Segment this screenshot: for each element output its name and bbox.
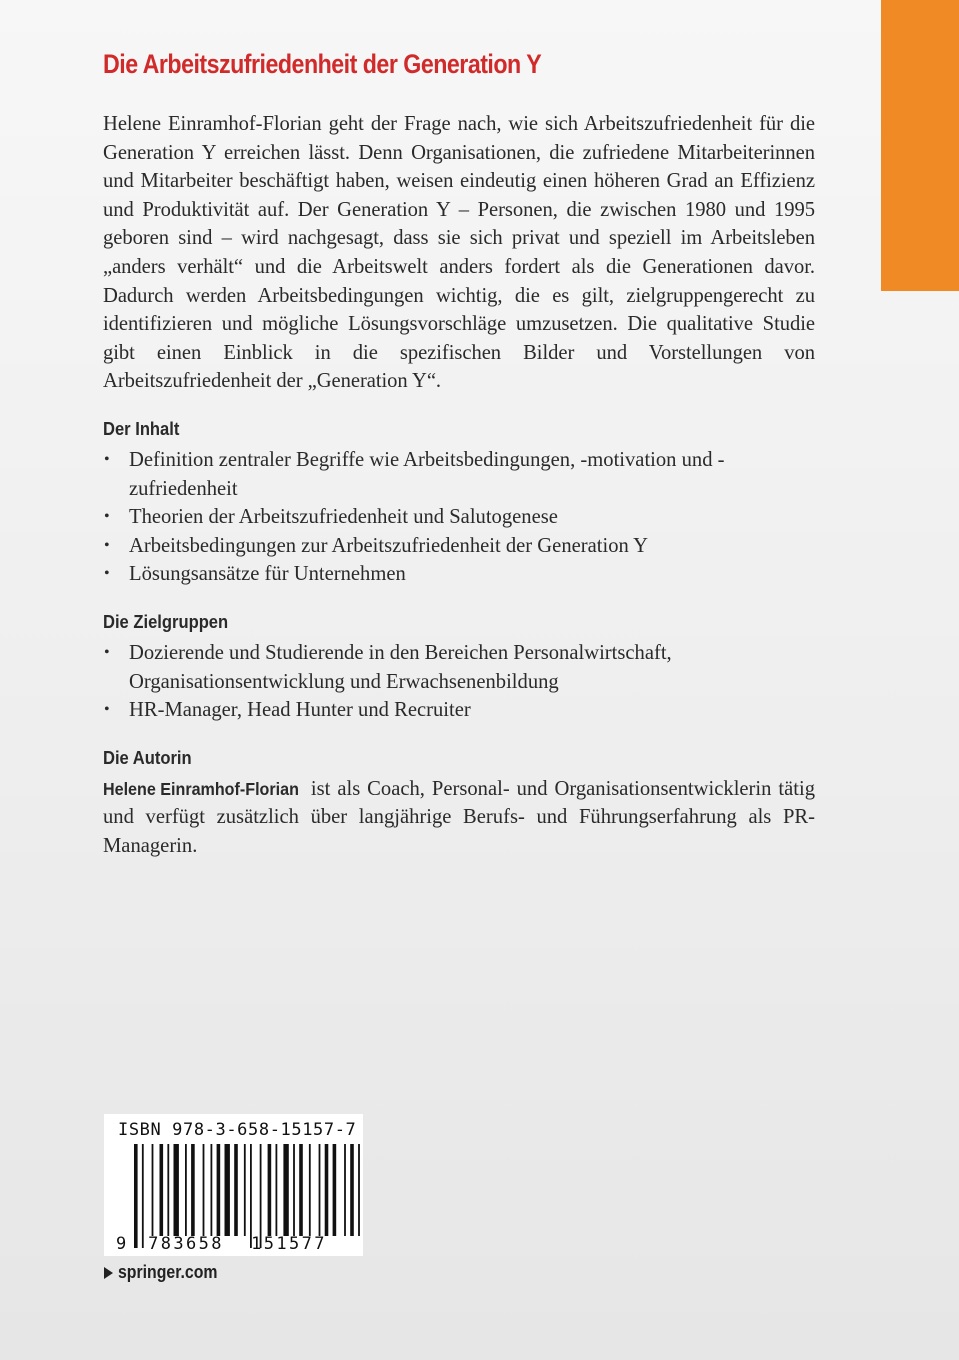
barcode-digits: 783658 (148, 1234, 224, 1254)
barcode-bar (185, 1144, 187, 1236)
barcode-bar (217, 1144, 221, 1236)
barcode-bar (250, 1144, 252, 1248)
list-item: • HR-Manager, Head Hunter und Recruiter (103, 696, 815, 725)
barcode-bar (142, 1144, 144, 1248)
barcode-bar (358, 1144, 360, 1236)
isbn-label: ISBN 978-3-658-15157-7 (118, 1120, 357, 1140)
barcode-bar (211, 1144, 213, 1236)
springer-link[interactable] (104, 1262, 231, 1283)
barcode-bar (174, 1144, 179, 1236)
barcode-bar (319, 1144, 321, 1236)
book-title: Die Arbeitszufriedenheit der Generation Y (103, 49, 542, 79)
back-cover-content (103, 44, 815, 860)
barcode-digits: 9 (116, 1234, 129, 1254)
bullet-icon: • (104, 450, 110, 468)
barcode-bar (299, 1144, 303, 1236)
barcode-bar (293, 1144, 295, 1236)
barcode-bar (283, 1144, 288, 1236)
list-item: • Arbeitsbedingungen zur Arbeitszufriedenheit der Generation Y (103, 532, 815, 561)
list-item: • Lösungsansätze für Unternehmen (103, 560, 815, 589)
barcode-bar (160, 1144, 164, 1236)
section-heading-autorin: Die Autorin (103, 747, 192, 768)
bullet-icon: • (104, 565, 110, 583)
section-heading-inhalt: Der Inhalt (103, 418, 180, 439)
barcode-bar (268, 1144, 272, 1236)
list-item: • Dozierende und Studierende in den Bereichen Personalwirtschaft, Organisationsentwicklung und Erwachsenenbildung (103, 639, 815, 696)
zielgruppen-list (103, 639, 815, 725)
author-bio (103, 775, 815, 861)
barcode-bar (191, 1144, 195, 1236)
intro-paragraph: Helene Einramhof-Florian geht der Frage nach, wie sich Arbeitszufriedenheit für die Generation Y erreichen lässt. Denn Organisationen, die zufriedene Mitarbeiterinnen und Mitarbeiter beschäftigt haben, weisen eindeutig einen höheren Grad an Effizienz und Produktivität auf. Der Generation Y – Personen, die zwischen 1980 und 1995 geboren sind – wird nachgesagt, dass sie sich privat und speziell im Arbeitsleben „anders verhält“ und die Arbeitswelt anders fordert als die Generationen davor. Dadurch werden Arbeitsbedingungen wichtig, die es gilt, zielgruppengerecht zu identifizieren und mögliche Lösungsvorschläge umzusetzen. Die qualitative Studie gibt einen Einblick in die spezifischen Bilder und Vorstellungen von Arbeitszufriedenheit der „Generation Y“. (103, 113, 815, 393)
barcode-bar (350, 1144, 354, 1236)
barcode-bar (134, 1144, 138, 1248)
bullet-icon: • (104, 508, 110, 526)
bullet-icon: • (104, 643, 110, 661)
author-name: Helene Einramhof-Florian (103, 778, 299, 799)
barcode-bar (152, 1144, 154, 1236)
barcode-digits: 151577 (251, 1234, 327, 1254)
inhalt-list (103, 446, 815, 589)
barcode-bar (344, 1144, 346, 1236)
barcode-bar (203, 1144, 205, 1236)
bullet-icon: • (104, 701, 110, 719)
barcode-graphic (104, 1114, 363, 1256)
isbn-barcode (104, 1114, 363, 1256)
barcode-bar (167, 1144, 169, 1236)
author-bio-text: ist als Coach, Personal- und Organisationsentwicklerin tätig und verfügt zusätzlich über langjährige Berufs- und Führungserfahrung als PR-Managerin. (103, 777, 815, 857)
list-item: • Theorien der Arbeitszufriedenheit und Salutogenese (103, 503, 815, 532)
barcode-bar (260, 1144, 262, 1248)
barcode-bar (244, 1144, 246, 1236)
bullet-icon: • (104, 536, 110, 554)
section-heading-zielgruppen: Die Zielgruppen (103, 611, 229, 632)
barcode-bar (309, 1144, 311, 1236)
orange-edge-tab (881, 0, 959, 291)
barcode-bar (276, 1144, 278, 1236)
play-arrow-icon (104, 1267, 113, 1279)
springer-link-label: springer.com (118, 1262, 218, 1282)
barcode-bar (333, 1144, 337, 1236)
barcode-bar (234, 1144, 238, 1236)
barcode-bar (325, 1144, 329, 1236)
list-item: • Definition zentraler Begriffe wie Arbeitsbedingungen, -motivation und -zufriedenheit (103, 446, 815, 503)
barcode-bar (225, 1144, 230, 1236)
